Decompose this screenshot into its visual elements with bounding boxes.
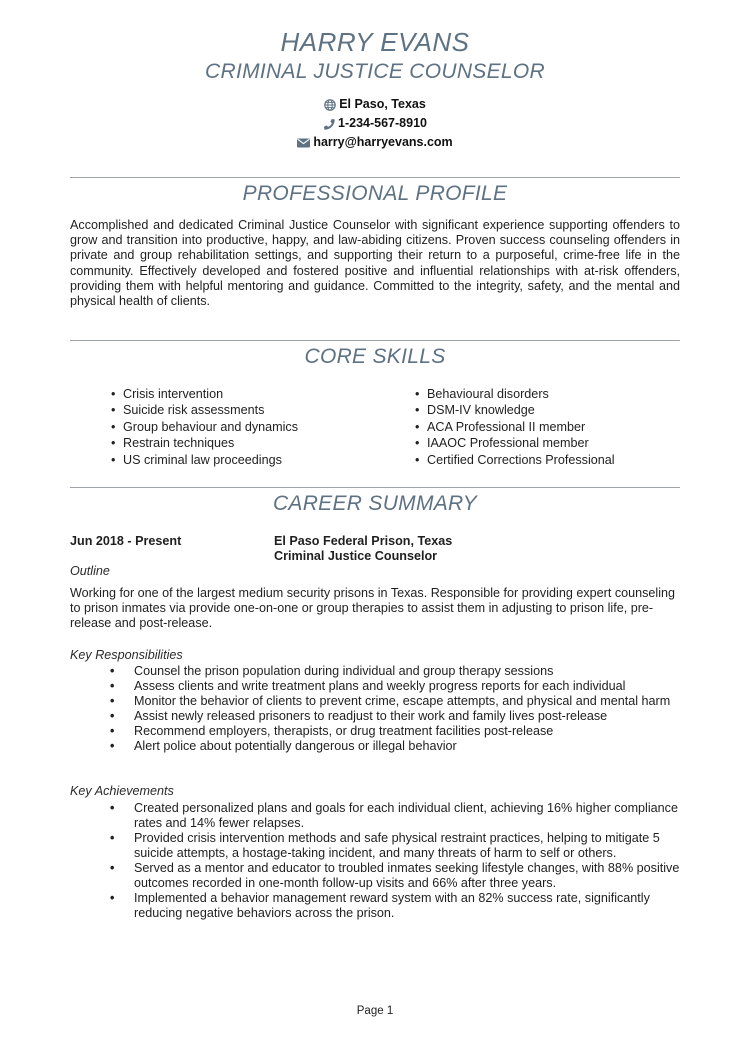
envelope-icon <box>297 138 310 148</box>
skill-item: • Certified Corrections Professional <box>415 452 615 467</box>
skill-item: • Behavioural disorders <box>415 387 549 401</box>
job-header <box>274 534 452 564</box>
contact-location <box>0 95 750 114</box>
contact-info <box>0 95 750 152</box>
globe-icon <box>324 99 336 111</box>
skill-item: • US criminal law proceedings <box>111 452 282 467</box>
achievements-list <box>70 801 685 921</box>
phone-icon <box>323 118 335 130</box>
responsibilities-list <box>70 664 685 754</box>
location-text: El Paso, Texas <box>339 97 426 111</box>
job-dates: Jun 2018 - Present <box>70 534 182 548</box>
page-number: Page 1 <box>356 1005 394 1017</box>
outline-label: Outline <box>70 564 110 578</box>
section-divider <box>70 177 680 178</box>
career-heading: CAREER SUMMARY <box>272 492 478 515</box>
list-item: • Assess clients and write treatment plans and weekly progress reports for each individual <box>110 679 626 693</box>
skills-heading: CORE SKILLS <box>304 345 446 368</box>
skills-column-left <box>111 386 298 468</box>
list-item: • Counsel the prison population during individual and group therapy sessions <box>110 664 554 678</box>
skill-item: • IAAOC Professional member <box>415 436 589 451</box>
candidate-title: CRIMINAL JUSTICE COUNSELOR <box>205 60 545 83</box>
contact-email <box>0 133 750 152</box>
skill-item: • Group behaviour and dynamics <box>111 419 299 434</box>
list-item: • Served as a mentor and educator to troubled inmates seeking lifestyle changes, with 88% positive outcomes recorded in one-month follow-up visits and 66% after three years. <box>110 861 680 890</box>
list-item: • Monitor the behavior of clients to prevent crime, escape attempts, and physical and mental harm <box>110 694 671 708</box>
section-divider <box>70 340 680 341</box>
list-item: • Recommend employers, therapists, or drug treatment facilities post-release <box>110 724 554 738</box>
section-divider <box>70 487 680 488</box>
contact-phone <box>0 114 750 133</box>
list-item: • Implemented a behavior management reward system with an 82% success rate, significantly reducing negative behaviors across the prison. <box>110 891 650 920</box>
candidate-name: HARRY EVANS <box>280 27 470 57</box>
skills-column-right <box>415 386 615 468</box>
email-link[interactable]: harry@harryevans.com <box>313 135 453 149</box>
job-outline: Working for one of the largest medium security prisons in Texas. Responsible for providing expert counseling to prison inmates via provide one-on-one or group therapies to assist them in adjusting to prison life, pre-release and post-release. <box>70 586 676 631</box>
list-item: • Alert police about potentially dangerous or illegal behavior <box>110 739 457 753</box>
job-employer: El Paso Federal Prison, Texas <box>274 534 453 548</box>
phone-text[interactable]: 1-234-567-8910 <box>338 116 427 130</box>
skill-item: • Restrain techniques <box>111 436 235 451</box>
resume-header <box>0 26 750 152</box>
job-position: Criminal Justice Counselor <box>274 549 438 563</box>
skill-item: • Suicide risk assessments <box>111 403 265 418</box>
profile-heading: PROFESSIONAL PROFILE <box>242 182 508 205</box>
skill-item: • DSM-IV knowledge <box>415 403 535 418</box>
achievements-label: Key Achievements <box>70 784 174 798</box>
profile-summary: Accomplished and dedicated Criminal Justice Counselor with significant experience supporting offenders to grow and transition into productive, happy, and law-abiding citizens. Proven success counseling offenders in private and group rehabilitation settings, and supporting their return to a purposeful, crime-free life in the community. Effectively developed and fostered positive and influential relationships with at-risk offenders, providing them with helpful mentoring and guidance. Committed to the integrity, safety, and the mental and physical health of clients. <box>70 218 680 309</box>
list-item: • Assist newly released prisoners to readjust to their work and family lives post-release <box>110 709 608 723</box>
skill-item: • ACA Professional II member <box>415 419 586 434</box>
list-item: • Created personalized plans and goals for each individual client, achieving 16% higher compliance rates and 14% fewer relapses. <box>110 801 678 830</box>
list-item: • Provided crisis intervention methods and safe physical restraint practices, helping to mitigate 5 suicide attempts, a hostage-taking incident, and many threats of harm to self or others. <box>110 831 660 860</box>
responsibilities-label: Key Responsibilities <box>70 648 183 662</box>
skill-item: • Crisis intervention <box>111 387 224 401</box>
